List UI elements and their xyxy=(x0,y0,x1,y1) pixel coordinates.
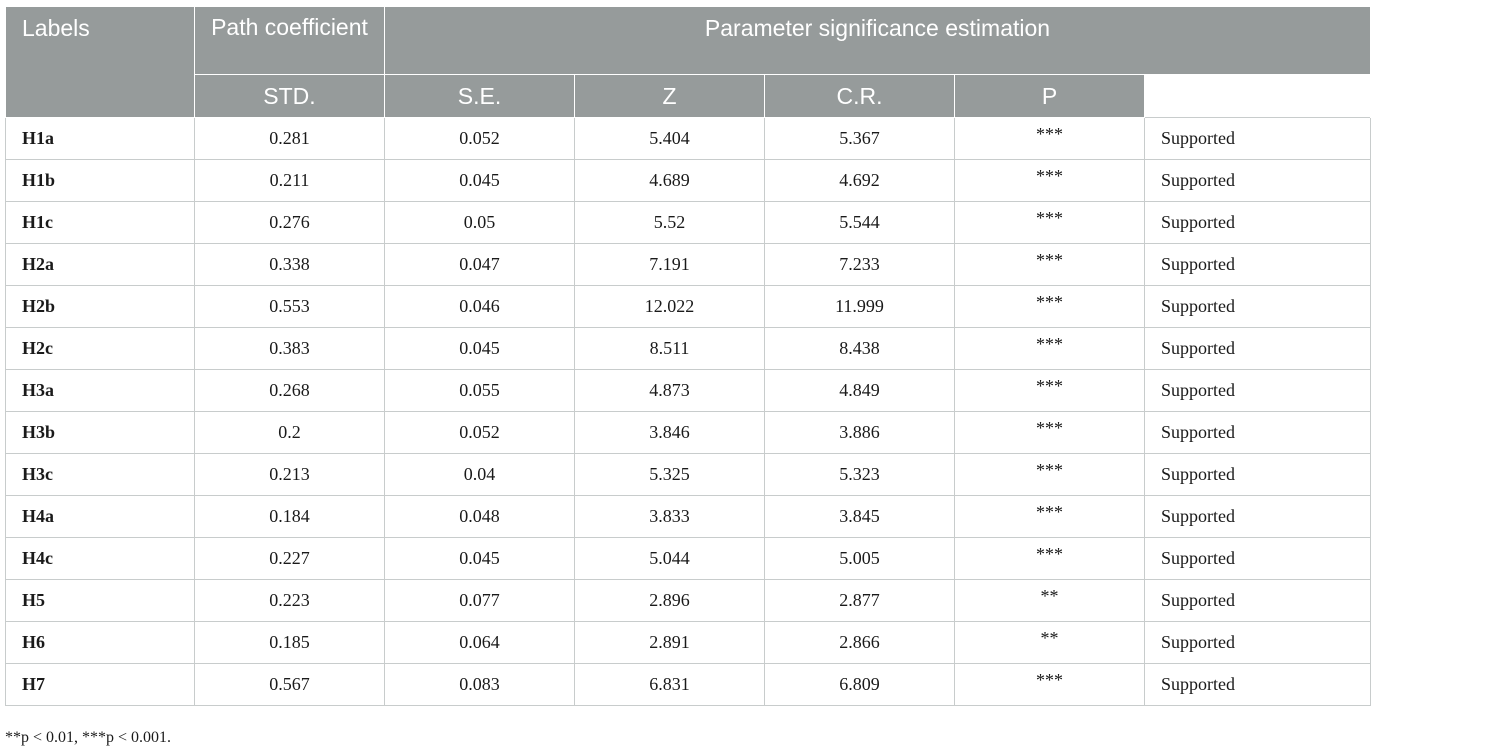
cell-p: *** xyxy=(955,328,1145,370)
cell-p: *** xyxy=(955,160,1145,202)
table-row xyxy=(6,622,1371,664)
header-path-coefficient: Path coefficient xyxy=(195,7,385,75)
cell-se: 0.047 xyxy=(385,244,575,286)
header-cr: C.R. xyxy=(765,75,955,118)
cell-p: *** xyxy=(955,118,1145,160)
table-row xyxy=(6,412,1371,454)
cell-se: 0.055 xyxy=(385,370,575,412)
table-row xyxy=(6,664,1371,706)
hypothesis-results-table xyxy=(5,6,1501,706)
cell-label: H2a xyxy=(6,244,195,286)
cell-label: H3a xyxy=(6,370,195,412)
cell-std: 0.2 xyxy=(195,412,385,454)
cell-se: 0.045 xyxy=(385,328,575,370)
results-table-container xyxy=(5,6,1501,706)
cell-hypothesis: Supported xyxy=(1145,622,1371,664)
cell-p: *** xyxy=(955,244,1145,286)
cell-std: 0.268 xyxy=(195,370,385,412)
cell-cr: 8.438 xyxy=(765,328,955,370)
cell-cr: 3.886 xyxy=(765,412,955,454)
cell-std: 0.184 xyxy=(195,496,385,538)
cell-cr: 2.877 xyxy=(765,580,955,622)
cell-se: 0.064 xyxy=(385,622,575,664)
cell-hypothesis: Supported xyxy=(1145,160,1371,202)
cell-cr: 4.692 xyxy=(765,160,955,202)
cell-z: 4.873 xyxy=(575,370,765,412)
cell-z: 2.891 xyxy=(575,622,765,664)
cell-z: 12.022 xyxy=(575,286,765,328)
cell-se: 0.052 xyxy=(385,118,575,160)
cell-p: *** xyxy=(955,496,1145,538)
cell-cr: 4.849 xyxy=(765,370,955,412)
cell-std: 0.276 xyxy=(195,202,385,244)
cell-hypothesis: Supported xyxy=(1145,664,1371,706)
table-row xyxy=(6,580,1371,622)
cell-hypothesis: Supported xyxy=(1145,412,1371,454)
cell-se: 0.05 xyxy=(385,202,575,244)
table-row xyxy=(6,202,1371,244)
cell-cr: 5.005 xyxy=(765,538,955,580)
table-row xyxy=(6,244,1371,286)
table-row xyxy=(6,538,1371,580)
cell-se: 0.046 xyxy=(385,286,575,328)
cell-cr: 3.845 xyxy=(765,496,955,538)
table-row xyxy=(6,160,1371,202)
cell-std: 0.211 xyxy=(195,160,385,202)
cell-hypothesis: Supported xyxy=(1145,454,1371,496)
table-footnote: **p < 0.01, ***p < 0.001. xyxy=(5,729,172,746)
cell-z: 8.511 xyxy=(575,328,765,370)
cell-se: 0.04 xyxy=(385,454,575,496)
cell-label: H6 xyxy=(6,622,195,664)
header-z: Z xyxy=(575,75,765,118)
header-p: P xyxy=(955,75,1145,118)
cell-p: ** xyxy=(955,580,1145,622)
cell-std: 0.185 xyxy=(195,622,385,664)
cell-z: 3.846 xyxy=(575,412,765,454)
table-row xyxy=(6,496,1371,538)
table-header xyxy=(6,7,1501,118)
cell-z: 7.191 xyxy=(575,244,765,286)
cell-p: *** xyxy=(955,286,1145,328)
cell-se: 0.052 xyxy=(385,412,575,454)
cell-p: *** xyxy=(955,664,1145,706)
cell-std: 0.338 xyxy=(195,244,385,286)
cell-se: 0.045 xyxy=(385,160,575,202)
cell-z: 6.831 xyxy=(575,664,765,706)
table-row xyxy=(6,454,1371,496)
cell-std: 0.383 xyxy=(195,328,385,370)
cell-cr: 5.323 xyxy=(765,454,955,496)
cell-se: 0.083 xyxy=(385,664,575,706)
cell-p: ** xyxy=(955,622,1145,664)
table-row xyxy=(6,328,1371,370)
cell-cr: 6.809 xyxy=(765,664,955,706)
cell-cr: 7.233 xyxy=(765,244,955,286)
cell-std: 0.223 xyxy=(195,580,385,622)
cell-std: 0.213 xyxy=(195,454,385,496)
cell-hypothesis: Supported xyxy=(1145,244,1371,286)
cell-hypothesis: Supported xyxy=(1145,496,1371,538)
cell-hypothesis: Supported xyxy=(1145,286,1371,328)
table-row xyxy=(6,118,1371,160)
cell-label: H3c xyxy=(6,454,195,496)
cell-se: 0.077 xyxy=(385,580,575,622)
cell-std: 0.553 xyxy=(195,286,385,328)
table-row xyxy=(6,370,1371,412)
cell-z: 5.325 xyxy=(575,454,765,496)
cell-std: 0.281 xyxy=(195,118,385,160)
header-labels: Labels xyxy=(6,7,195,118)
cell-p: *** xyxy=(955,370,1145,412)
cell-label: H4c xyxy=(6,538,195,580)
header-se: S.E. xyxy=(385,75,575,118)
cell-std: 0.567 xyxy=(195,664,385,706)
cell-z: 5.52 xyxy=(575,202,765,244)
cell-se: 0.045 xyxy=(385,538,575,580)
cell-hypothesis: Supported xyxy=(1145,370,1371,412)
table-row xyxy=(6,286,1371,328)
cell-hypothesis: Supported xyxy=(1145,202,1371,244)
cell-se: 0.048 xyxy=(385,496,575,538)
cell-z: 3.833 xyxy=(575,496,765,538)
cell-label: H2c xyxy=(6,328,195,370)
cell-z: 5.044 xyxy=(575,538,765,580)
cell-z: 4.689 xyxy=(575,160,765,202)
cell-label: H7 xyxy=(6,664,195,706)
cell-z: 5.404 xyxy=(575,118,765,160)
cell-cr: 11.999 xyxy=(765,286,955,328)
header-std: STD. xyxy=(195,75,385,118)
cell-hypothesis: Supported xyxy=(1145,328,1371,370)
cell-cr: 2.866 xyxy=(765,622,955,664)
cell-std: 0.227 xyxy=(195,538,385,580)
cell-label: H3b xyxy=(6,412,195,454)
header-row-sub xyxy=(6,75,1371,118)
cell-label: H1b xyxy=(6,160,195,202)
cell-label: H4a xyxy=(6,496,195,538)
cell-hypothesis: Supported xyxy=(1145,538,1371,580)
cell-p: *** xyxy=(955,538,1145,580)
header-row-top: Labels Path coefficient Parameter significance estimation Hypothesis xyxy=(6,7,1371,75)
cell-label: H1c xyxy=(6,202,195,244)
cell-cr: 5.544 xyxy=(765,202,955,244)
cell-cr: 5.367 xyxy=(765,118,955,160)
table-body xyxy=(6,118,1371,706)
cell-p: *** xyxy=(955,412,1145,454)
cell-label: H2b xyxy=(6,286,195,328)
cell-hypothesis: Supported xyxy=(1145,580,1371,622)
cell-hypothesis: Supported xyxy=(1145,118,1371,160)
cell-label: H5 xyxy=(6,580,195,622)
cell-label: H1a xyxy=(6,118,195,160)
cell-p: *** xyxy=(955,202,1145,244)
cell-z: 2.896 xyxy=(575,580,765,622)
header-parameter-significance: Parameter significance estimation xyxy=(385,7,1371,75)
cell-p: *** xyxy=(955,454,1145,496)
